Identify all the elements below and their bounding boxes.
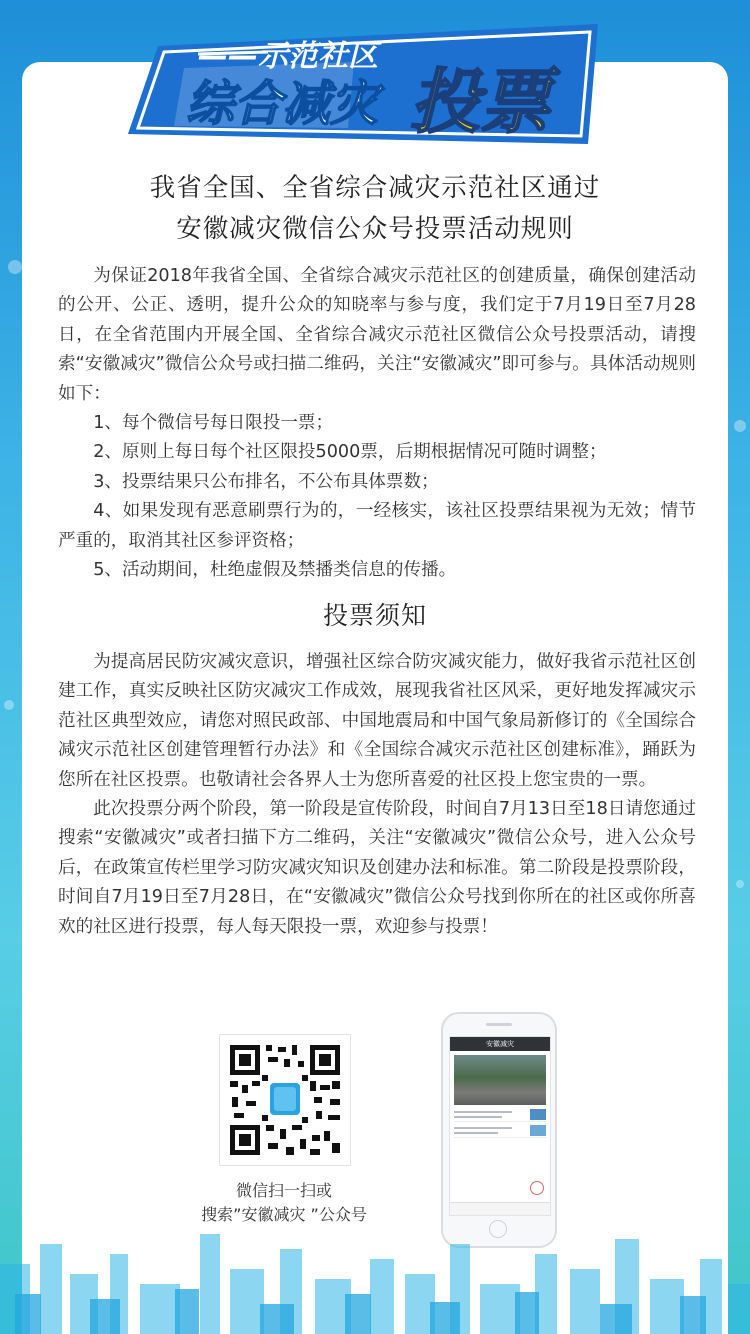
background-sparkle xyxy=(734,420,746,432)
phone-list-item xyxy=(454,1125,546,1138)
rule-item-2: 2、原则上每日每个社区限投5000票，后期根据情况可随时调整； xyxy=(93,442,607,463)
rules-section xyxy=(58,262,696,585)
banner-line2: 综合减灾 xyxy=(186,76,379,132)
rule-item-1: 1、每个微信号每日限投一票； xyxy=(93,413,334,434)
phone-mockup xyxy=(441,1012,557,1248)
title-banner xyxy=(128,16,608,148)
phone-header-title: 安徽减灾 xyxy=(486,1040,514,1048)
rule-item-4: 4、如果发现有恶意刷票行为的，一经核实，该社区投票结果视为无效；情节严重的，取消其社区参评资格； xyxy=(58,501,696,551)
banner-line1: ——示范社区 xyxy=(198,39,378,74)
rule-item-5: 5、活动期间，杜绝虚假及禁播类信息的传播。 xyxy=(93,560,457,581)
phone-screen xyxy=(449,1036,551,1216)
qr-caption-2: 搜索”安徽减灾 ”公众号 xyxy=(201,1205,367,1224)
page-title xyxy=(0,168,750,250)
notice-section xyxy=(58,648,696,942)
phone-article-image xyxy=(454,1055,546,1105)
qr-caption-1: 微信扫一扫或 xyxy=(235,1181,332,1200)
background-sparkle xyxy=(736,880,744,888)
phone-list-item xyxy=(454,1109,546,1122)
city-skyline xyxy=(0,1224,750,1334)
background-sparkle xyxy=(8,260,22,274)
rule-item-3: 3、投票结果只公布排名，不公布具体票数； xyxy=(93,471,439,492)
banner-line3: 投票 xyxy=(410,61,550,143)
phone-speaker xyxy=(486,1023,512,1026)
qr-code xyxy=(219,1034,351,1166)
title-line1: 我省全国、全省综合减灾示范社区通过 xyxy=(149,173,601,203)
phone-float-icon xyxy=(530,1181,544,1195)
notice-paragraph-1: 为提高居民防灾减灾意识，增强社区综合防灾减灾能力，做好我省示范社区创建工作，真实反映社区防灾减灾工作成效，展现我省社区风采，更好地发挥减灾示范社区典型效应，请您对照民政部、中国地震局和中国气象局新修订的《全国综合减灾示范社区创建管理暂行办法》和《全国综合减灾示范社区创建标准》，踊跃为您所在社区投票。也敬请社会各界人士为您所喜爱的社区投上您宝贵的一票。 xyxy=(58,652,696,790)
qr-code-image xyxy=(220,1035,350,1165)
notice-heading: 投票须知 xyxy=(322,601,427,630)
rules-intro: 为保证2018年我省全国、全省综合减灾示范社区的创建质量，确保创建活动的公开、公正、透明，提升公众的知晓率与参与度，我们定于7月19日至7月28日，在全省范围内开展全国、全省综合减灾示范社区微信公众号投票活动，请搜索“安徽减灾”微信公众号或扫描二维码，关注“安徽减灾”即可参与。具体活动规则如下： xyxy=(58,266,696,404)
background-sparkle xyxy=(4,700,14,710)
phone-bottom-menu xyxy=(450,1202,550,1215)
phone-header xyxy=(450,1037,550,1051)
notice-paragraph-2: 此次投票分两个阶段，第一阶段是宣传阶段，时间自7月13日至18日请您通过搜索“安徽减灾”或者扫描下方二维码，关注“安徽减灾”微信公众号，进入公众号后，在政策宣传栏里学习防灾减灾知识及创建办法和标准。第二阶段是投票阶段，时间自7月19日至7月28日，在“安徽减灾”微信公众号找到你所在的社区或你所喜欢的社区进行投票，每人每天限投一票，欢迎参与投票！ xyxy=(58,799,696,937)
title-line2: 安徽减灾微信公众号投票活动规则 xyxy=(176,214,574,244)
